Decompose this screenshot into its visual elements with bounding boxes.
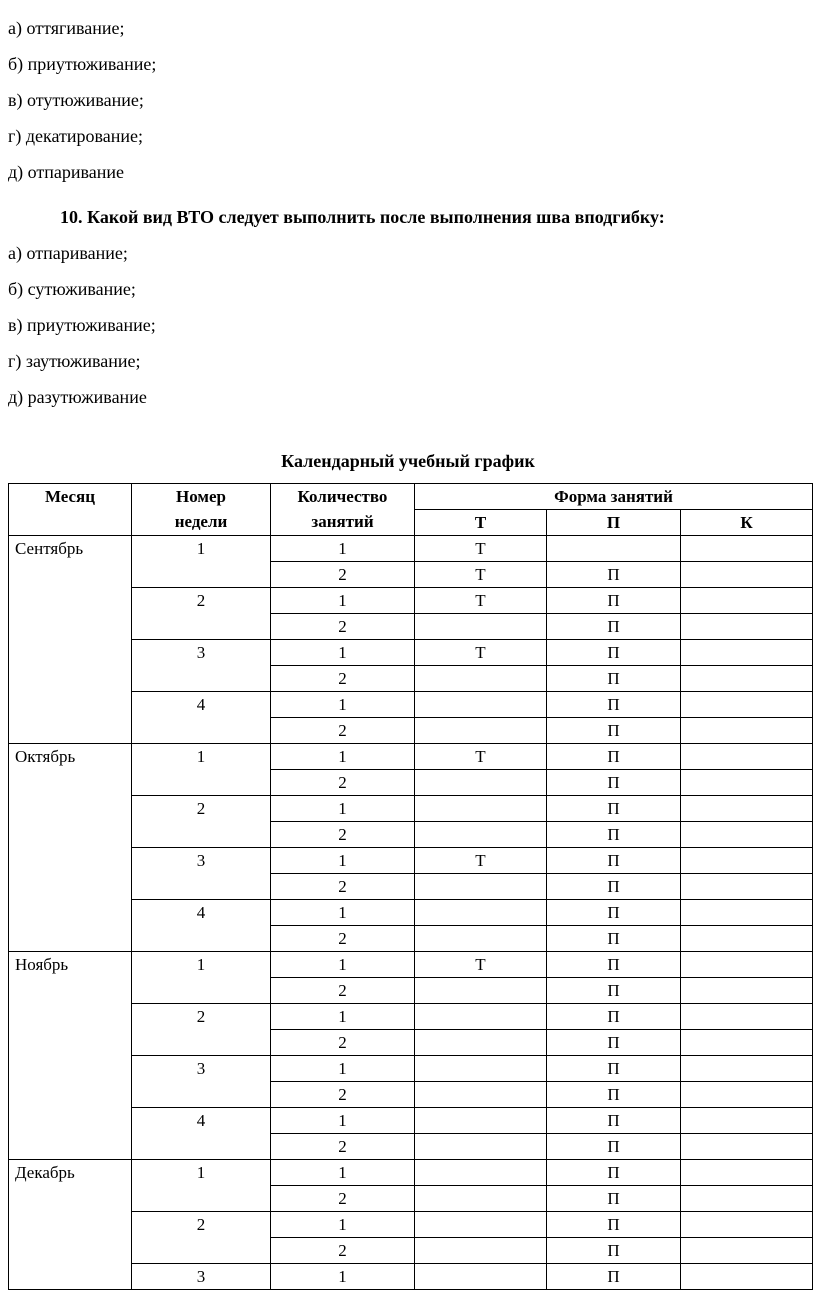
form-p-cell: П: [547, 874, 681, 900]
lesson-count-cell: 1: [271, 1212, 415, 1238]
form-p-cell: П: [547, 1264, 681, 1290]
week-number-cell: 3: [132, 1264, 271, 1290]
form-k-cell: [681, 588, 813, 614]
lesson-count-cell: 1: [271, 848, 415, 874]
form-k-cell: [681, 900, 813, 926]
quiz-option: г) заутюживание;: [8, 351, 141, 371]
form-p-cell: П: [547, 1186, 681, 1212]
form-t-cell: [415, 1082, 547, 1108]
form-t-cell: [415, 926, 547, 952]
lesson-count-cell: 2: [271, 718, 415, 744]
lesson-count-cell: 2: [271, 770, 415, 796]
form-k-cell: [681, 562, 813, 588]
lesson-count-cell: 2: [271, 666, 415, 692]
lesson-count-cell: 1: [271, 536, 415, 562]
form-k-cell: [681, 1212, 813, 1238]
week-number-cell: 3: [132, 848, 271, 900]
form-k-cell: [681, 926, 813, 952]
form-p-cell: П: [547, 1056, 681, 1082]
form-p-cell: П: [547, 1030, 681, 1056]
lesson-count-cell: 2: [271, 978, 415, 1004]
quiz-option: г) декатирование;: [8, 126, 144, 146]
lesson-count-cell: 1: [271, 900, 415, 926]
week-number-cell: 2: [132, 1212, 271, 1264]
form-k-cell: [681, 614, 813, 640]
lesson-count-cell: 1: [271, 796, 415, 822]
quiz-option: д) отпаривание: [8, 162, 125, 182]
week-number-cell: 1: [132, 744, 271, 796]
form-t-cell: [415, 978, 547, 1004]
lesson-count-cell: 1: [271, 744, 415, 770]
form-p-cell: П: [547, 848, 681, 874]
form-p-cell: П: [547, 692, 681, 718]
form-p-cell: П: [547, 1108, 681, 1134]
col-header-form-p: П: [547, 510, 681, 536]
form-k-cell: [681, 1004, 813, 1030]
lesson-count-cell: 2: [271, 1134, 415, 1160]
form-t-cell: [415, 1134, 547, 1160]
schedule-row: [9, 536, 813, 562]
form-t-cell: Т: [415, 744, 547, 770]
lesson-count-cell: 1: [271, 1004, 415, 1030]
form-k-cell: [681, 666, 813, 692]
form-p-cell: П: [547, 562, 681, 588]
form-k-cell: [681, 718, 813, 744]
form-k-cell: [681, 952, 813, 978]
schedule-table-body: [9, 536, 813, 1290]
schedule-table-title: Календарный учебный график: [281, 451, 535, 471]
week-number-cell: 4: [132, 900, 271, 952]
form-t-cell: [415, 1030, 547, 1056]
form-p-cell: П: [547, 822, 681, 848]
form-k-cell: [681, 536, 813, 562]
form-k-cell: [681, 640, 813, 666]
form-k-cell: [681, 692, 813, 718]
form-k-cell: [681, 744, 813, 770]
col-header-week-line1: Номер: [176, 487, 226, 506]
form-k-cell: [681, 1030, 813, 1056]
lesson-count-cell: 2: [271, 874, 415, 900]
form-t-cell: Т: [415, 536, 547, 562]
form-t-cell: [415, 770, 547, 796]
form-k-cell: [681, 848, 813, 874]
schedule-row: [9, 1160, 813, 1186]
lesson-count-cell: 2: [271, 614, 415, 640]
form-p-cell: П: [547, 1212, 681, 1238]
form-p-cell: П: [547, 718, 681, 744]
form-p-cell: [547, 536, 681, 562]
quiz-option: а) отпаривание;: [8, 243, 128, 263]
week-number-cell: 3: [132, 1056, 271, 1108]
form-p-cell: П: [547, 770, 681, 796]
header-row-1: [9, 484, 813, 510]
lesson-count-cell: 2: [271, 562, 415, 588]
form-k-cell: [681, 978, 813, 1004]
form-k-cell: [681, 770, 813, 796]
form-k-cell: [681, 874, 813, 900]
lesson-count-cell: 1: [271, 640, 415, 666]
form-p-cell: П: [547, 952, 681, 978]
form-t-cell: [415, 900, 547, 926]
form-p-cell: П: [547, 666, 681, 692]
form-t-cell: [415, 1004, 547, 1030]
month-cell: Октябрь: [9, 744, 132, 952]
question-10-text: 10. Какой вид ВТО следует выполнить после выполнения шва вподгибку:: [60, 207, 665, 227]
form-p-cell: П: [547, 1004, 681, 1030]
month-cell: Декабрь: [9, 1160, 132, 1290]
form-t-cell: [415, 874, 547, 900]
week-number-cell: 4: [132, 1108, 271, 1160]
form-p-cell: П: [547, 1238, 681, 1264]
col-header-qty-line2: занятий: [311, 512, 374, 531]
lesson-count-cell: 1: [271, 1264, 415, 1290]
form-k-cell: [681, 822, 813, 848]
month-cell: Ноябрь: [9, 952, 132, 1160]
form-p-cell: П: [547, 588, 681, 614]
form-t-cell: [415, 822, 547, 848]
form-t-cell: Т: [415, 848, 547, 874]
week-number-cell: 2: [132, 588, 271, 640]
quiz-option: д) разутюживание: [8, 387, 147, 407]
form-p-cell: П: [547, 1082, 681, 1108]
form-k-cell: [681, 1160, 813, 1186]
form-k-cell: [681, 1056, 813, 1082]
week-number-cell: 1: [132, 536, 271, 588]
week-number-cell: 2: [132, 1004, 271, 1056]
quiz-option: в) отутюживание;: [8, 90, 144, 110]
form-p-cell: П: [547, 744, 681, 770]
col-header-month: Месяц: [9, 484, 132, 536]
form-t-cell: [415, 614, 547, 640]
form-k-cell: [681, 1264, 813, 1290]
lesson-count-cell: 1: [271, 692, 415, 718]
form-k-cell: [681, 1108, 813, 1134]
form-p-cell: П: [547, 978, 681, 1004]
lesson-count-cell: 2: [271, 822, 415, 848]
col-header-form-k: К: [681, 510, 813, 536]
lesson-count-cell: 2: [271, 1238, 415, 1264]
form-k-cell: [681, 796, 813, 822]
lesson-count-cell: 2: [271, 1082, 415, 1108]
lesson-count-cell: 1: [271, 952, 415, 978]
col-header-week-line2: недели: [174, 512, 228, 531]
lesson-count-cell: 2: [271, 1186, 415, 1212]
form-p-cell: П: [547, 1134, 681, 1160]
form-p-cell: П: [547, 614, 681, 640]
col-header-qty-line1: Количество: [297, 487, 388, 506]
lesson-count-cell: 1: [271, 1108, 415, 1134]
week-number-cell: 1: [132, 1160, 271, 1212]
form-t-cell: [415, 692, 547, 718]
form-t-cell: Т: [415, 562, 547, 588]
form-t-cell: Т: [415, 588, 547, 614]
form-p-cell: П: [547, 1160, 681, 1186]
form-t-cell: [415, 1264, 547, 1290]
form-k-cell: [681, 1134, 813, 1160]
col-header-form-t: Т: [415, 510, 547, 536]
form-t-cell: Т: [415, 952, 547, 978]
col-header-lesson-form: Форма занятий: [415, 484, 813, 510]
form-t-cell: [415, 1160, 547, 1186]
lesson-count-cell: 1: [271, 1160, 415, 1186]
form-t-cell: Т: [415, 640, 547, 666]
quiz-option: а) оттягивание;: [8, 18, 125, 38]
form-t-cell: [415, 1108, 547, 1134]
form-k-cell: [681, 1186, 813, 1212]
lesson-count-cell: 2: [271, 926, 415, 952]
lesson-count-cell: 1: [271, 1056, 415, 1082]
form-k-cell: [681, 1082, 813, 1108]
form-t-cell: [415, 718, 547, 744]
form-t-cell: [415, 1212, 547, 1238]
calendar-schedule-table: [8, 483, 813, 1290]
form-p-cell: П: [547, 926, 681, 952]
col-header-lesson-count: [271, 484, 415, 536]
week-number-cell: 4: [132, 692, 271, 744]
quiz-option: б) приутюживание;: [8, 54, 157, 74]
week-number-cell: 2: [132, 796, 271, 848]
form-t-cell: [415, 666, 547, 692]
form-t-cell: [415, 796, 547, 822]
col-header-week-number: [132, 484, 271, 536]
document-text-block: [0, 0, 816, 415]
week-number-cell: 1: [132, 952, 271, 1004]
form-t-cell: [415, 1056, 547, 1082]
month-cell: Сентябрь: [9, 536, 132, 744]
schedule-row: [9, 952, 813, 978]
quiz-option: в) приутюживание;: [8, 315, 156, 335]
quiz-option: б) сутюживание;: [8, 279, 136, 299]
lesson-count-cell: 2: [271, 1030, 415, 1056]
form-p-cell: П: [547, 796, 681, 822]
schedule-row: [9, 744, 813, 770]
week-number-cell: 3: [132, 640, 271, 692]
form-p-cell: П: [547, 900, 681, 926]
lesson-count-cell: 1: [271, 588, 415, 614]
form-p-cell: П: [547, 640, 681, 666]
form-t-cell: [415, 1186, 547, 1212]
